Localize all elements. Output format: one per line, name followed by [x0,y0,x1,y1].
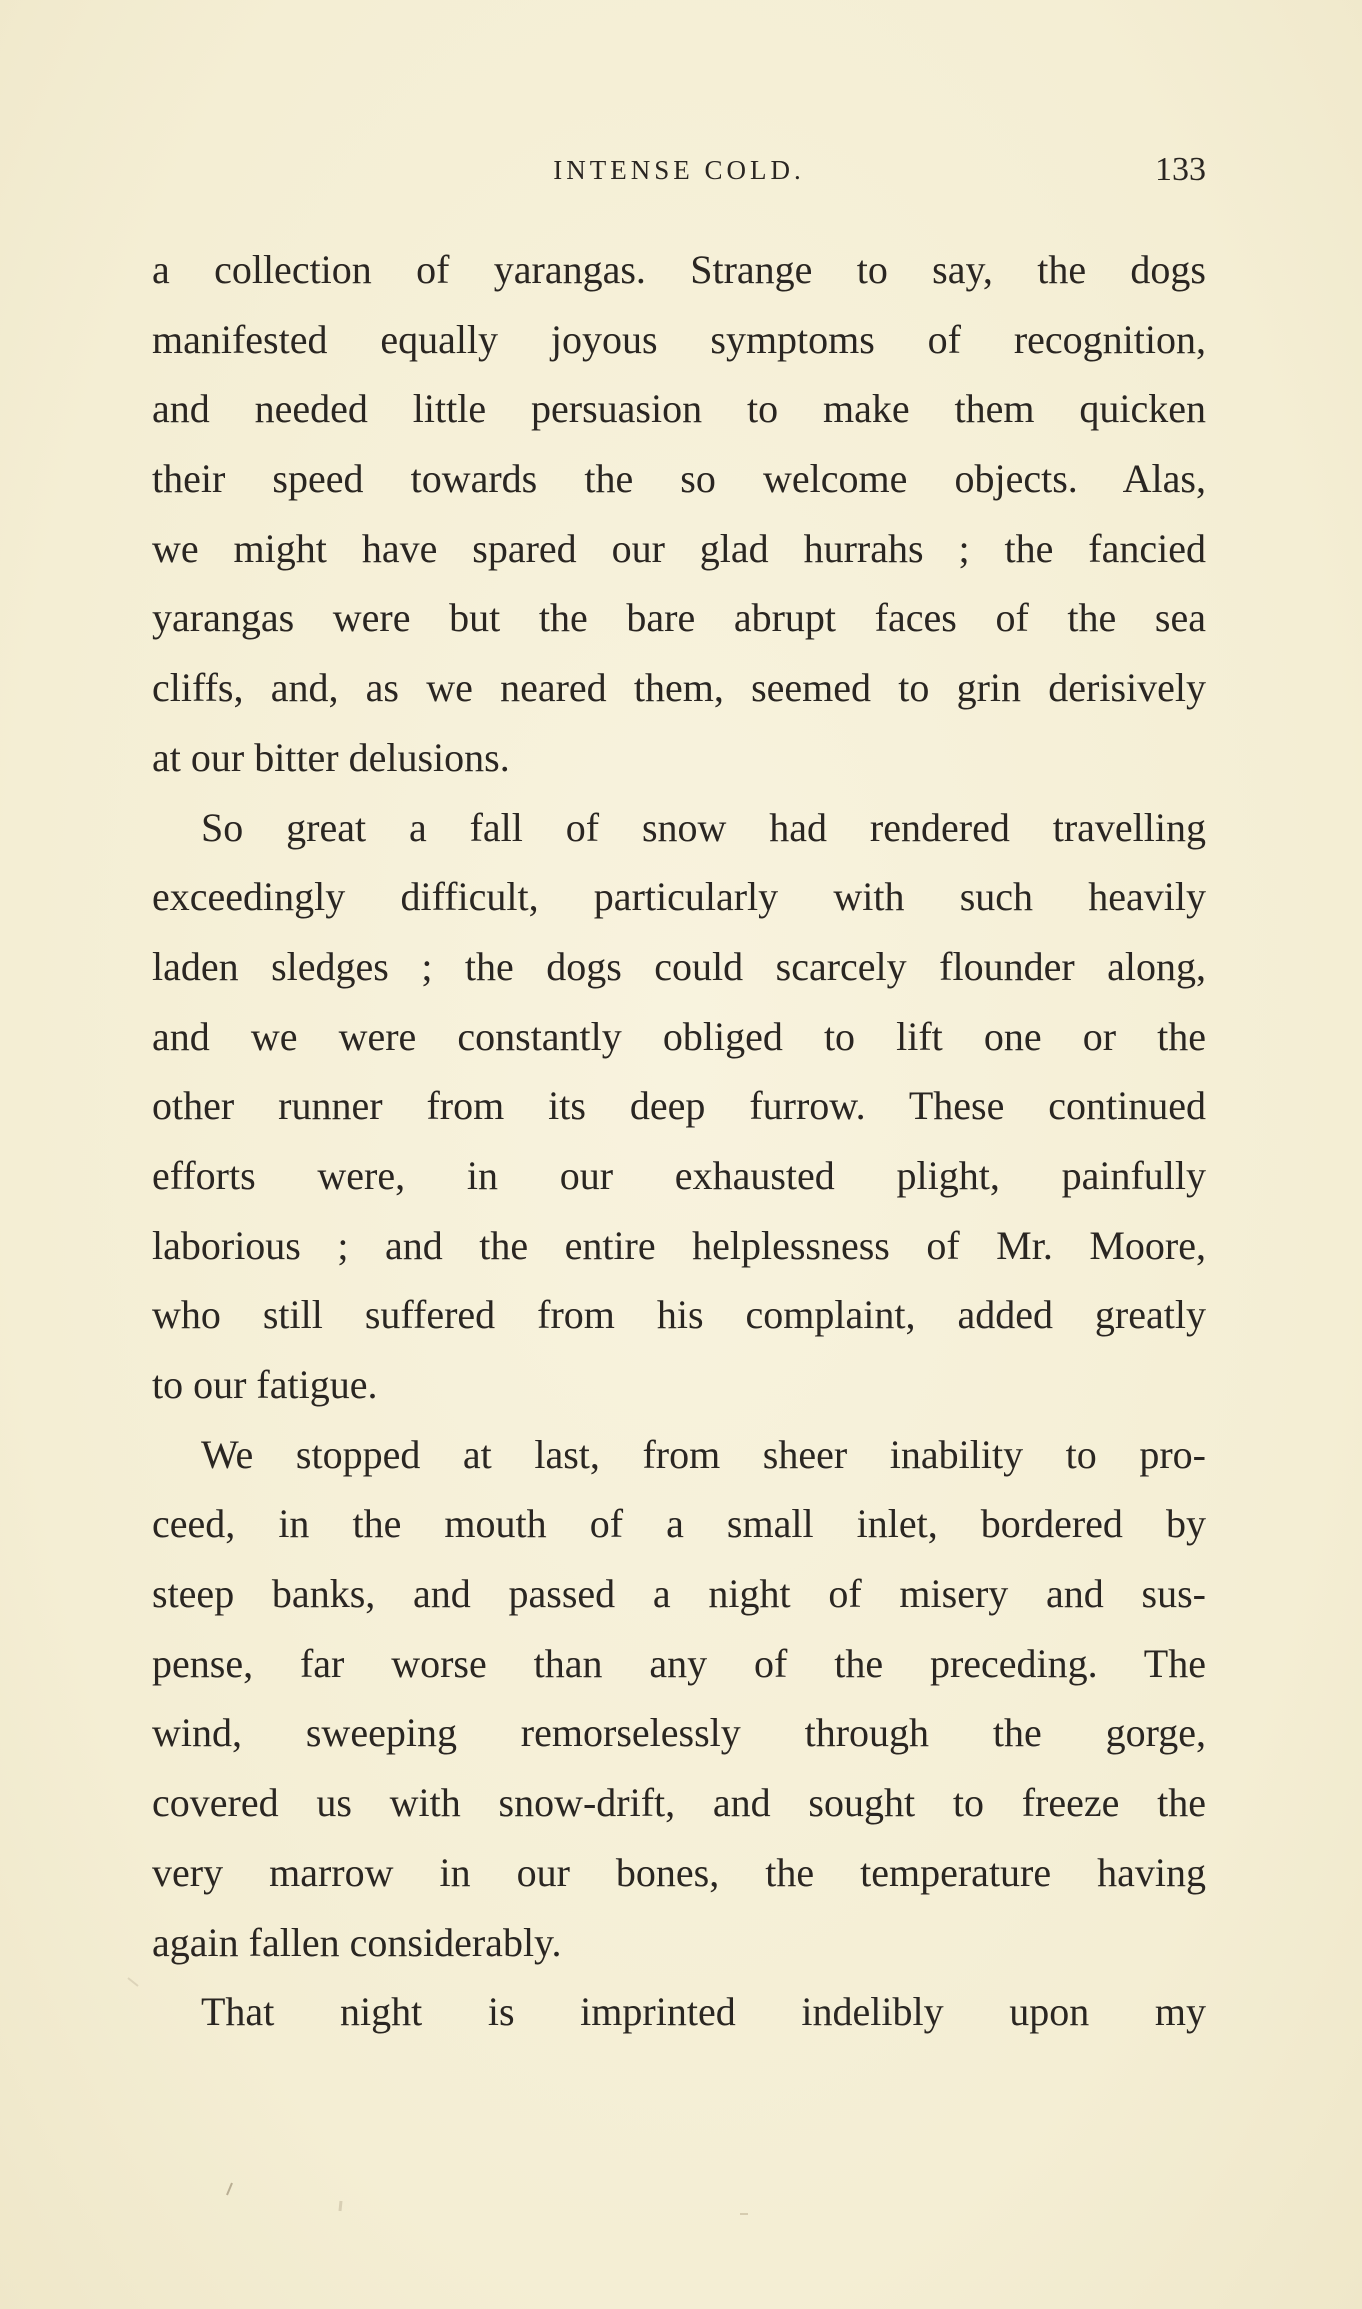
paper-speck [340,2201,341,2211]
text-line: laborious ; and the entire helplessness of Mr. Moore, [152,1222,1206,1268]
text-line: to our fatigue. [152,1362,378,1407]
text-line: other runner from its deep furrow. These continued [152,1083,1206,1129]
paragraph-start-line: We stopped at last, from sheer inability to pro- [201,1431,1206,1477]
text-line: manifested equally joyous symptoms of recognition, [152,316,1206,362]
text-line: a collection of yarangas. Strange to say, the dogs [152,247,1206,292]
paper-speck [227,2183,232,2195]
text-line: covered us with snow-drift, and sought to freeze the [152,1780,1206,1826]
text-line: we might have spared our glad hurrahs ; the fancied [152,525,1206,571]
text-line: their speed towards the so welcome objects. Alas, [152,456,1206,502]
text-line: at our bitter delusions. [152,734,510,780]
text-line: steep banks, and passed a night of misery and sus- [152,1571,1206,1617]
paragraph-start-line: So great a fall of snow had rendered travelling [201,804,1206,850]
text-line: very marrow in our bones, the temperature having [152,1849,1206,1895]
paper-speck [128,1978,138,1986]
text-line: and needed little persuasion to make them quicken [152,386,1206,432]
text-line: yarangas were but the bare abrupt faces of the sea [152,595,1206,641]
text-line: wind, sweeping remorselessly through the gorge, [152,1710,1206,1756]
text-line: laden sledges ; the dogs could scarcely flounder along, [152,943,1206,989]
text-line: cliffs, and, as we neared them, seemed to grin derisively [152,665,1206,711]
chapter-running-title: INTENSE COLD. [553,155,805,185]
text-line: pense, far worse than any of the preceding. The [152,1640,1206,1686]
body-text [152,235,1206,2047]
text-line: efforts were, in our exhausted plight, painfully [152,1152,1206,1198]
text-line: again fallen considerably. [152,1919,562,1965]
page-number: 133 [1155,151,1206,188]
paragraph-start-line: That night is imprinted indelibly upon my [201,1989,1206,2035]
text-line: and we were constantly obliged to lift one or the [152,1013,1206,1059]
text-line: exceedingly difficult, particularly with such heavily [152,874,1206,920]
text-line: who still suffered from his complaint, added greatly [152,1292,1206,1338]
running-head [152,148,1206,192]
text-line: ceed, in the mouth of a small inlet, bordered by [152,1501,1206,1547]
